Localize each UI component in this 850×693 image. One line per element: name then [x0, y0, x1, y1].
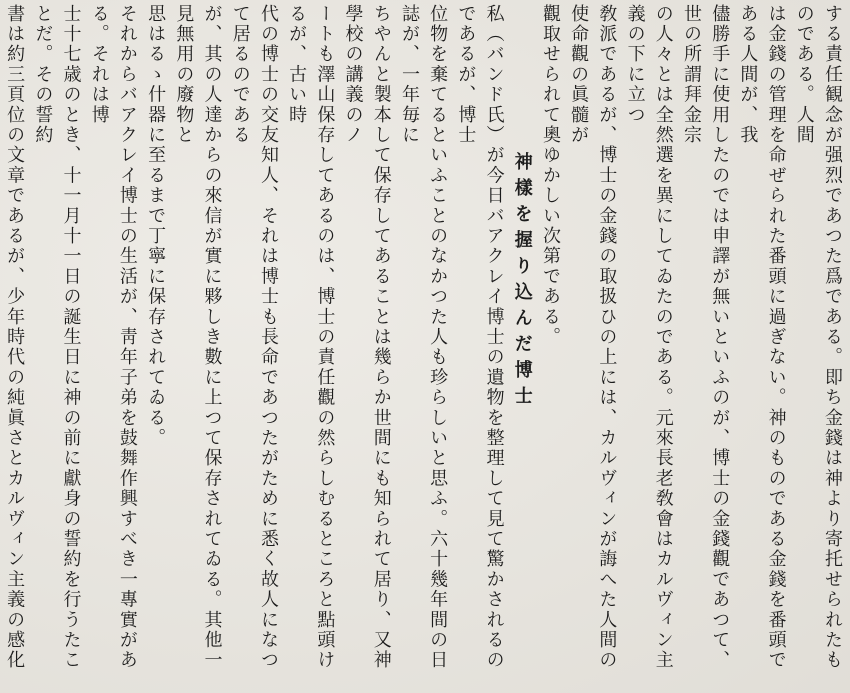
vertical-text-block: [4, 4, 846, 690]
text-column: 觀取せられて奧ゆかしい次第である。: [539, 4, 561, 348]
text-column: は金錢の管理を命ぜられた番頭に過ぎない。神のものである金錢を番頭である人間が、我: [737, 4, 787, 671]
text-column: 士十七歳のとき、十一月十一日の誕生日に神の前に獻身の誓約を行うたことだ。その誓約: [32, 4, 82, 671]
text-column: ちやんと製本して保存してあることは幾らか世間にも知られて居り、又神學校の講義のノ: [342, 4, 392, 671]
text-column: 書は約三頁位の文章であるが、少年時代の純眞さとカルヴィン主義の感化: [4, 4, 26, 671]
text-column: 思はるゝ什器に至るまで丁寧に保存されてゐる。: [145, 4, 167, 449]
section-heading: 神樣を握り込んだ博士: [511, 152, 533, 412]
text-column: する責任観念が强烈であつた爲である。即ち金錢は神より寄托せられたものである。人間: [793, 4, 843, 671]
text-column: が、其の人達からの來信が實に夥しき數に上つて保存されてゐる。其他一見無用の廢物と: [173, 4, 223, 671]
text-column: 代の博士の交友知人、それは博士も長命であつたがために悉く故人になつて居るのである: [229, 4, 279, 671]
text-column: 敎派であるが、博士の金錢の取扱ひの上には、カルヴィンが誨へた人間の使命觀の眞髓が: [568, 4, 618, 671]
text-column: 儘勝手に使用したのでは申譯が無いといふのが、博士の金錢觀であつて、世の所謂拜金宗: [680, 4, 731, 671]
text-column: それからバアクレイ博士の生活が、靑年子弟を鼓舞作興すべき一專實がある。それは博: [88, 4, 138, 671]
text-column: ートも澤山保存してあるのは、博士の責任觀の然らしむるところと點頭けるが、古い時: [286, 4, 336, 671]
text-column: 位物を棄てるといふことのなかつた人も珍らしいと思ふ。六十幾年間の日誌が、一年毎に: [398, 4, 449, 671]
text-column: 私（バンド氏）が今日バアクレイ博士の遺物を整理して見て驚かされるのであるが、博士: [455, 4, 505, 671]
text-column: の人々とは全然選を異にしてゐたのである。元來長老敎會はカルヴィン主義の下に立つ: [624, 4, 674, 671]
